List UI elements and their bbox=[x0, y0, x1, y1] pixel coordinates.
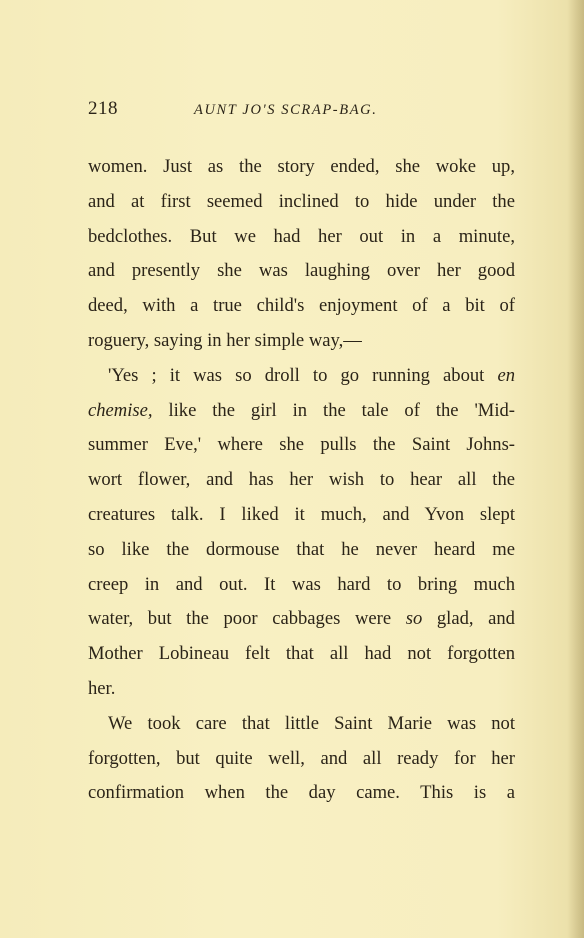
italic-run: so bbox=[405, 608, 423, 630]
italic-run: chemise, bbox=[88, 399, 153, 421]
text-run: 'Yes ; it was so droll to go running about bbox=[108, 364, 498, 386]
text-line bbox=[88, 254, 515, 289]
text-run: like the girl in the tale of the 'Mid- bbox=[152, 399, 515, 421]
text-line bbox=[88, 568, 515, 603]
text-run: her. bbox=[88, 677, 116, 699]
text-line bbox=[88, 776, 515, 811]
running-head bbox=[88, 98, 528, 128]
text-line bbox=[88, 637, 515, 672]
text-line bbox=[88, 359, 515, 394]
text-run: forgotten, but quite well, and all ready for her bbox=[88, 747, 515, 769]
text-run: women. Just as the story ended, she woke up, bbox=[88, 156, 515, 177]
text-run: Mother Lobineau felt that all had not forgotten bbox=[88, 643, 515, 665]
text-line bbox=[88, 428, 515, 463]
text-run: and at first seemed inclined to hide under the bbox=[88, 190, 515, 212]
text-run: bedclothes. But we had her out in a minute, bbox=[88, 225, 515, 247]
text-run: and presently she was laughing over her good bbox=[88, 260, 515, 282]
text-run: so like the dormouse that he never heard me bbox=[88, 538, 515, 560]
text-run: roguery, saying in her simple way,— bbox=[88, 329, 362, 351]
text-run: deed, with a true child's enjoyment of a bit of bbox=[88, 295, 515, 317]
text-run: summer Eve,' where she pulls the Saint Johns- bbox=[88, 434, 515, 456]
text-line bbox=[88, 533, 515, 568]
text-line bbox=[88, 602, 515, 637]
text-line bbox=[88, 498, 515, 533]
text-line bbox=[88, 394, 515, 429]
text-run: creatures talk. I liked it much, and Yvon slept bbox=[88, 503, 515, 525]
body-text bbox=[88, 150, 515, 811]
text-line bbox=[88, 672, 515, 707]
text-line bbox=[88, 185, 515, 220]
page-edge-shadow bbox=[568, 0, 584, 938]
text-line bbox=[88, 220, 515, 255]
text-run: water, but the poor cabbages were bbox=[88, 608, 406, 630]
text-run: We took care that little Saint Marie was not bbox=[108, 712, 515, 734]
text-line bbox=[88, 742, 515, 777]
text-line bbox=[88, 324, 515, 359]
text-line bbox=[88, 150, 515, 185]
text-line bbox=[88, 707, 515, 742]
text-run: creep in and out. It was hard to bring much bbox=[88, 573, 515, 595]
text-run: wort flower, and has her wish to hear all the bbox=[88, 469, 515, 491]
page-number: 218 bbox=[88, 98, 118, 119]
text-run: glad, and bbox=[422, 608, 515, 630]
text-line bbox=[88, 289, 515, 324]
text-line bbox=[88, 463, 515, 498]
running-title: AUNT JO'S SCRAP-BAG. bbox=[194, 102, 378, 118]
text-run: confirmation when the day came. This is a bbox=[88, 782, 515, 804]
italic-run: en bbox=[497, 364, 515, 386]
